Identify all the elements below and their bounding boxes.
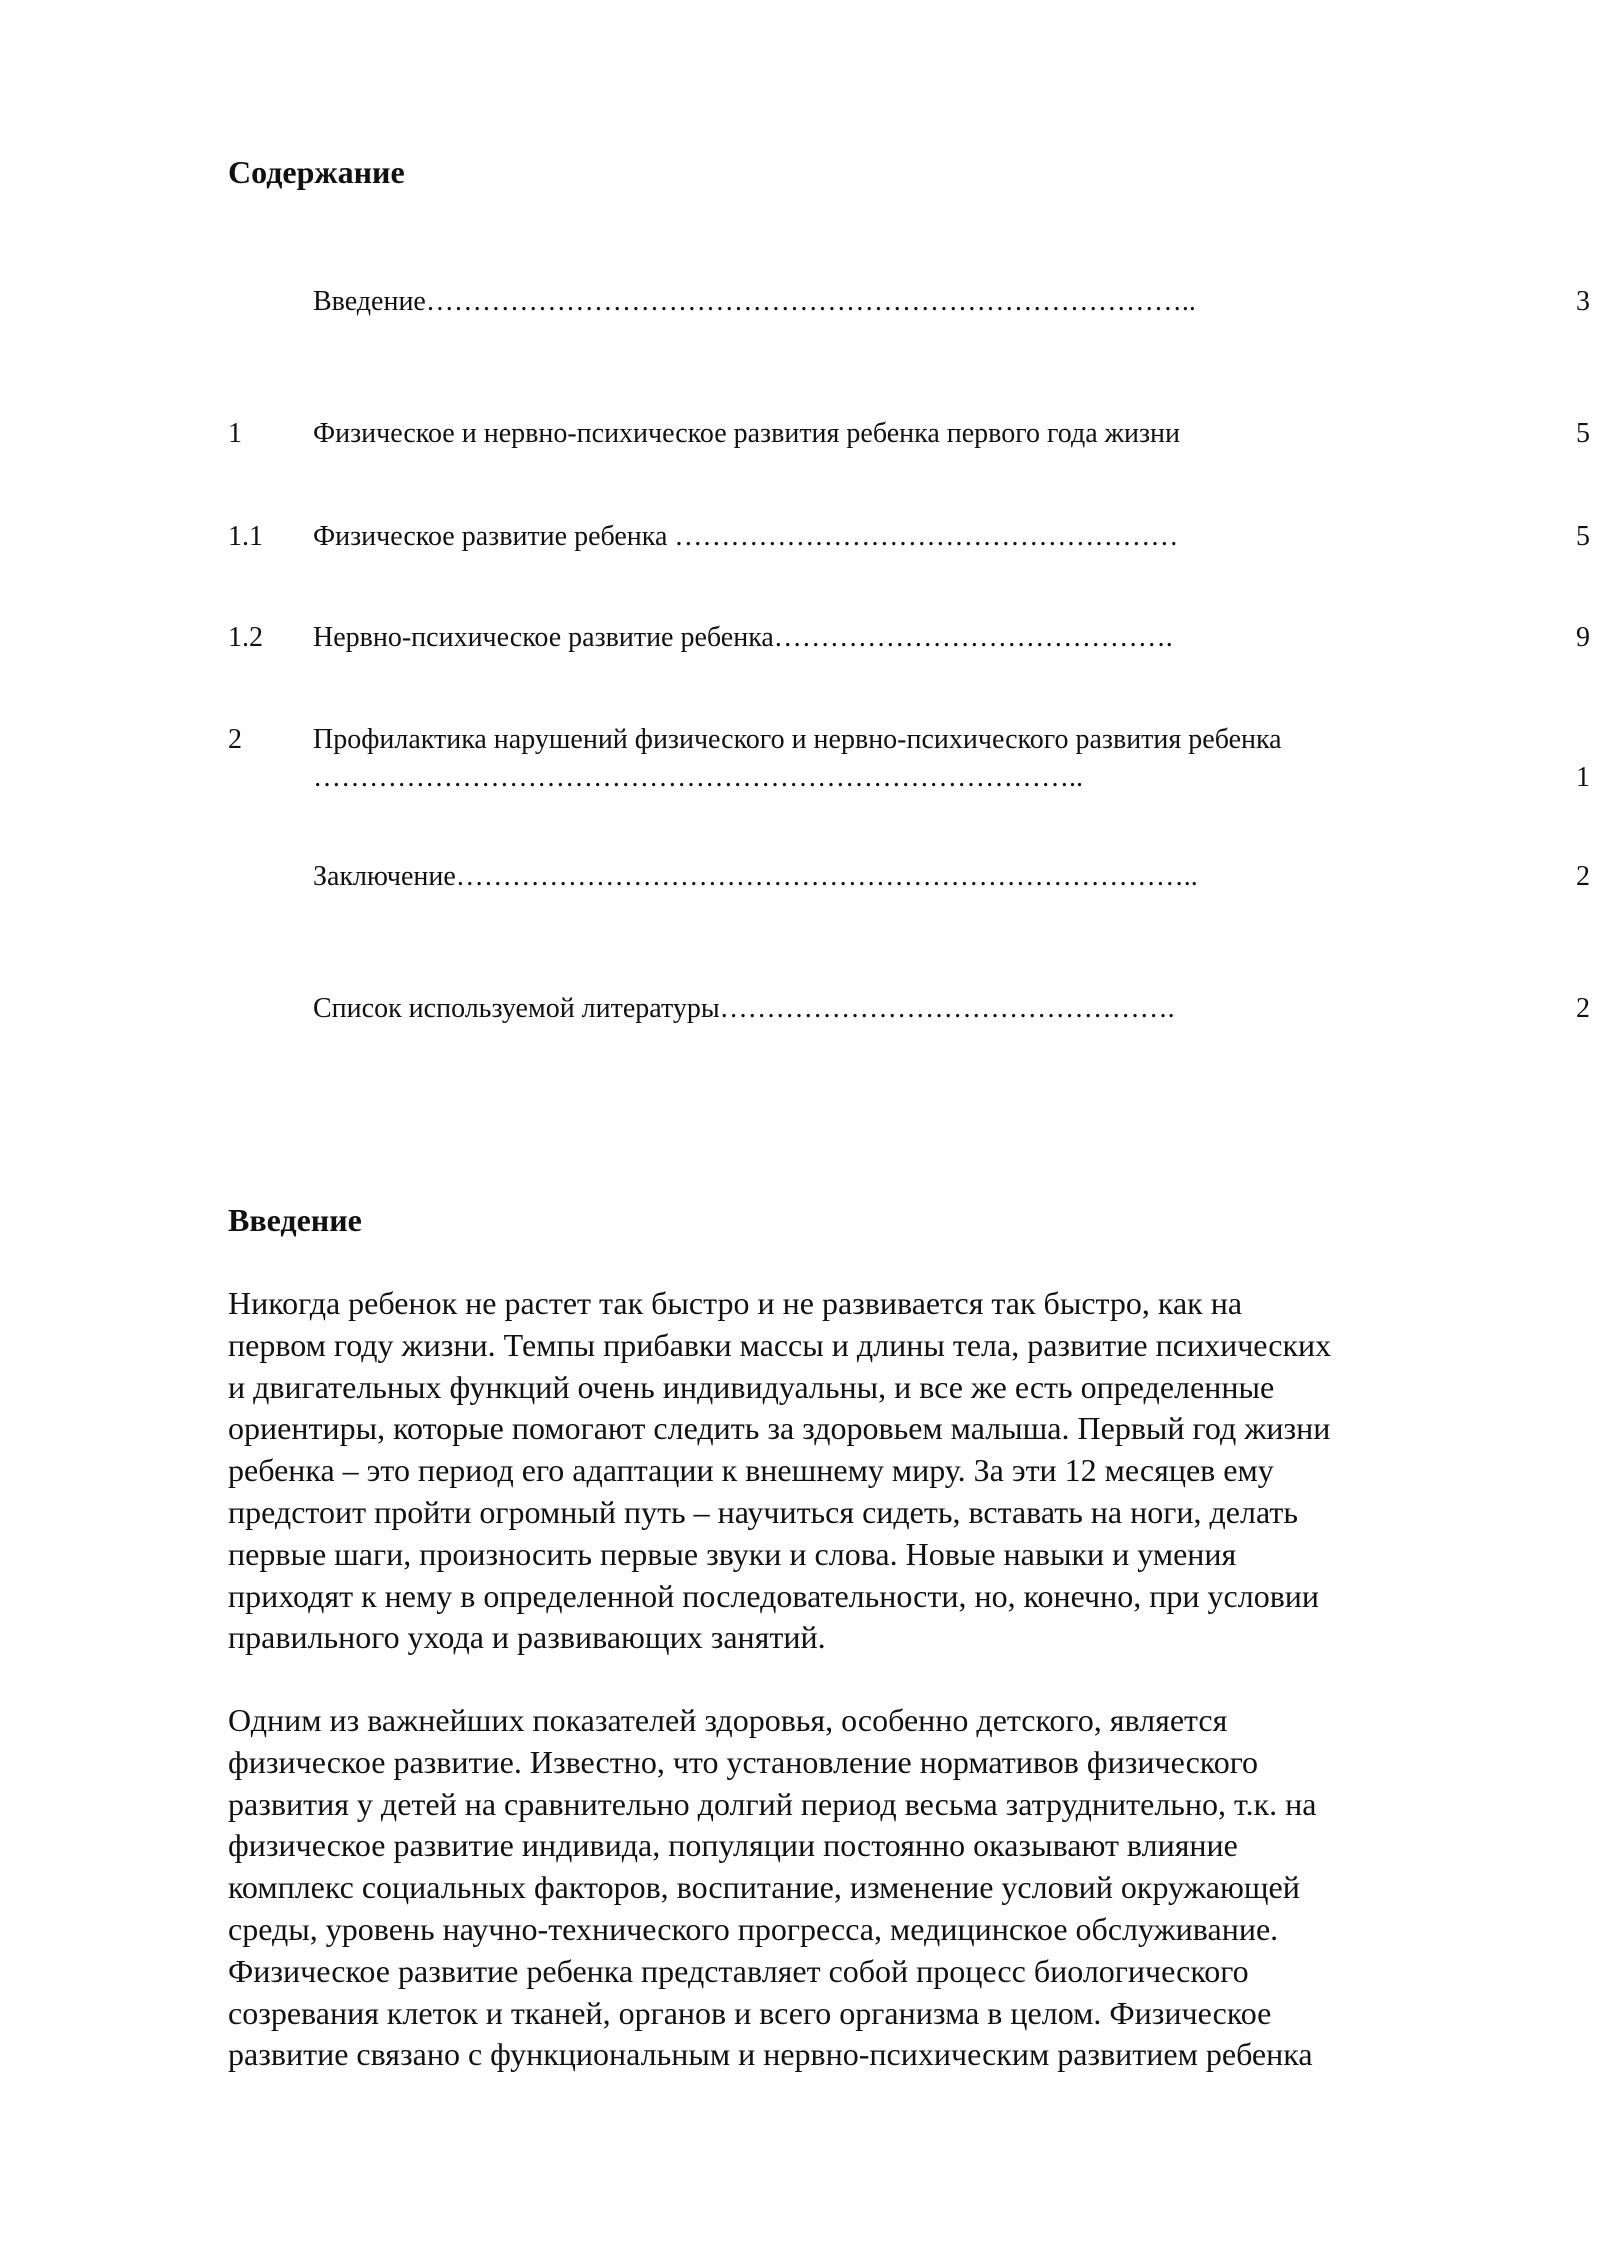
toc-entry-page: 1 xyxy=(1576,762,1590,793)
toc-entry-number: 1.2 xyxy=(228,622,263,653)
toc-entry-number: 2 xyxy=(228,724,242,755)
toc-entry-title: Физическое и нервно-психическое развития ребенка первого года жизни xyxy=(313,418,1180,449)
toc-entry-title: Список используемой литературы…………………………………………. xyxy=(313,993,1175,1024)
toc-entry-page: 2 xyxy=(1576,993,1590,1024)
introduction-paragraph-2: Одним из важнейших показателей здоровья, особенно детского, является физическое развитие. Известно, что установление нормативов физического развития у детей на сравнительно долгий период весьма затруднительно, т.к. на физическое развитие индивида, популяции постоянно оказывают влияние комплекс социальных факторов, воспитание, изменение условий окружающей среды, уровень научно-технического прогресса, медицинское обслуживание. Физическое развитие ребенка представляет собой процесс биологического созревания клеток и тканей, органов и всего организма в целом. Физическое развитие связано с функциональным и нервно-психическим развитием ребенка xyxy=(228,1702,1317,2073)
toc-entry-page: 5 xyxy=(1576,418,1590,449)
toc-entry-title: Профилактика нарушений физического и нервно-психического развития ребенка ……………………………………………………………………….. xyxy=(313,724,1282,793)
toc-heading: Содержание xyxy=(228,154,405,190)
introduction-heading: Введение xyxy=(228,1202,362,1238)
toc-entry-number: 1.1 xyxy=(228,521,263,552)
toc-entry-title: Физическое развитие ребенка ……………………………………………… xyxy=(313,521,1179,552)
toc-entry-title: Заключение…………………………………………………………………….. xyxy=(313,861,1198,892)
toc-entry-page: 9 xyxy=(1576,622,1590,653)
toc-entry-page: 2 xyxy=(1576,861,1590,892)
toc-entry-title: Введение……………………………………………………………………….. xyxy=(313,286,1196,317)
introduction-paragraph-1: Никогда ребенок не растет так быстро и не развивается так быстро, как на первом году жизни. Темпы прибавки массы и длины тела, развитие психических и двигательных функций очень индивидуальны, и все же есть определенные ориентиры, которые помогают следить за здоровьем малыша. Первый год жизни ребенка – это период его адаптации к внешнему миру. За эти 12 месяцев ему предстоит пройти огромный путь – научиться сидеть, вставать на ноги, делать первые шаги, произносить первые звуки и слова. Новые навыки и умения приходят к нему в определенной последовательности, но, конечно, при условии правильного ухода и развивающих занятий. xyxy=(228,1285,1332,1656)
toc-entry-number: 1 xyxy=(228,418,242,449)
toc-entry-title: Нервно-психическое развитие ребенка……………………………………. xyxy=(313,622,1173,653)
toc-entry-page: 5 xyxy=(1576,521,1590,552)
toc-entry-page: 3 xyxy=(1576,286,1590,317)
